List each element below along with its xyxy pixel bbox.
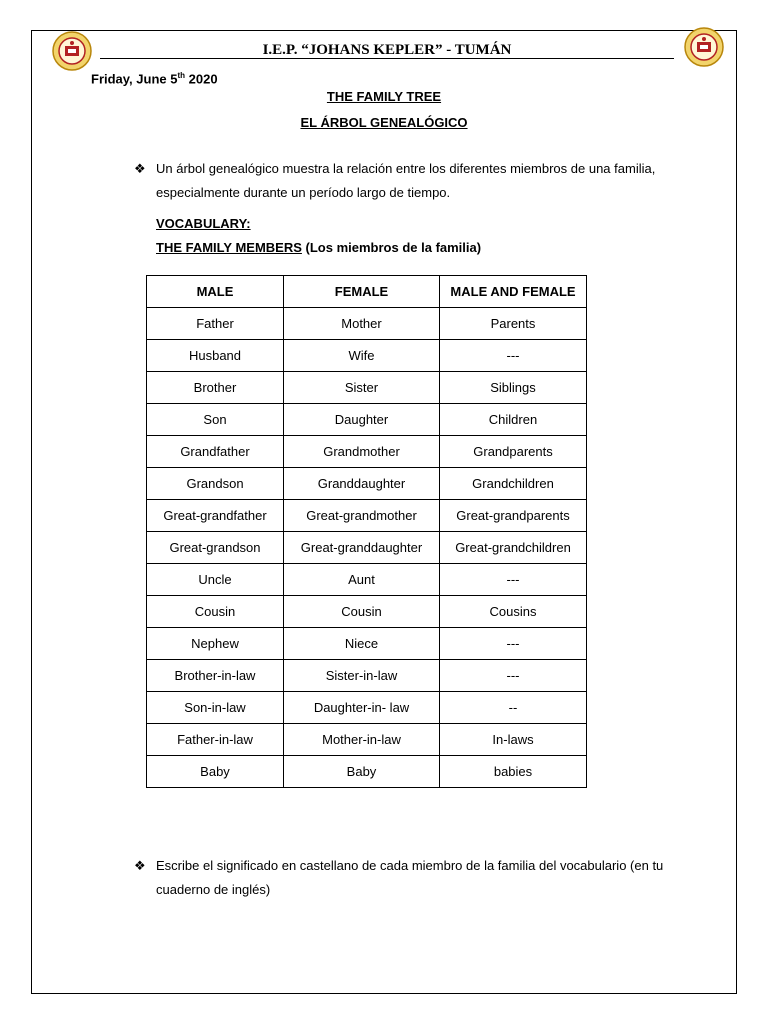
table-cell: Father <box>147 308 284 340</box>
table-cell: Brother <box>147 372 284 404</box>
school-crest-icon <box>684 27 724 67</box>
table-row <box>147 596 587 628</box>
school-crest-icon <box>52 31 92 71</box>
table-cell: Grandchildren <box>440 468 587 500</box>
table-cell: Uncle <box>147 564 284 596</box>
table-cell: Mother-in-law <box>284 724 440 756</box>
title-english: THE FAMILY TREE <box>326 89 442 104</box>
date-superscript: th <box>177 71 186 80</box>
table-cell: Great-grandson <box>147 532 284 564</box>
vocabulary-label: VOCABULARY: <box>156 216 251 231</box>
table-row <box>147 628 587 660</box>
table-cell: Sister <box>284 372 440 404</box>
table-cell: Wife <box>284 340 440 372</box>
table-row <box>147 436 587 468</box>
table-cell: babies <box>440 756 587 788</box>
table-row <box>147 756 587 788</box>
table-cell: Husband <box>147 340 284 372</box>
date-line <box>91 71 218 86</box>
date-prefix: Friday, June 5 <box>91 71 178 87</box>
table-cell: -- <box>440 692 587 724</box>
table-row <box>147 340 587 372</box>
table-cell: Children <box>440 404 587 436</box>
family-vocabulary-table <box>146 275 587 788</box>
column-header: FEMALE <box>284 276 440 308</box>
table-row <box>147 564 587 596</box>
table-cell: Cousin <box>284 596 440 628</box>
table-cell: Daughter <box>284 404 440 436</box>
table-cell: Son <box>147 404 284 436</box>
table-cell: Great-grandmother <box>284 500 440 532</box>
table-cell: Daughter-in- law <box>284 692 440 724</box>
table-cell: --- <box>440 564 587 596</box>
table-cell: Baby <box>147 756 284 788</box>
table-cell: Siblings <box>440 372 587 404</box>
table-body <box>147 308 587 788</box>
table-cell: Grandparents <box>440 436 587 468</box>
table-cell: Great-grandchildren <box>440 532 587 564</box>
table-cell: Father-in-law <box>147 724 284 756</box>
family-members-subtitle: (Los miembros de la familia) <box>301 240 482 255</box>
table-cell: Great-grandfather <box>147 500 284 532</box>
diamond-bullet-icon: ❖ <box>134 858 146 873</box>
table-cell: Parents <box>440 308 587 340</box>
table-cell: Brother-in-law <box>147 660 284 692</box>
table-header-row <box>147 276 587 308</box>
table-cell: Granddaughter <box>284 468 440 500</box>
table-cell: Son-in-law <box>147 692 284 724</box>
table-cell: Mother <box>284 308 440 340</box>
table-cell: In-laws <box>440 724 587 756</box>
table-cell: Great-granddaughter <box>284 532 440 564</box>
table-cell: Great-grandparents <box>440 500 587 532</box>
table-row <box>147 532 587 564</box>
instruction-paragraph: Escribe el significado en castellano de cada miembro de la familia del vocabulario (en tu cuaderno de inglés) <box>156 858 664 897</box>
diamond-bullet-icon: ❖ <box>134 161 146 176</box>
table-cell: Grandmother <box>284 436 440 468</box>
table-row <box>147 404 587 436</box>
table-row <box>147 468 587 500</box>
column-header: MALE <box>147 276 284 308</box>
school-title: I.E.P. “JOHANS KEPLER” - TUMÁN <box>262 42 512 58</box>
table-cell: --- <box>440 628 587 660</box>
family-members-title: THE FAMILY MEMBERS <box>156 240 302 255</box>
table-cell: Niece <box>284 628 440 660</box>
date-suffix: 2020 <box>185 71 218 87</box>
table-row <box>147 308 587 340</box>
table-row <box>147 724 587 756</box>
column-header: MALE AND FEMALE <box>440 276 587 308</box>
table-cell: Cousin <box>147 596 284 628</box>
table-cell: Grandson <box>147 468 284 500</box>
title-spanish: EL ÁRBOL GENEALÓGICO <box>300 115 468 130</box>
table-row <box>147 660 587 692</box>
table-row <box>147 372 587 404</box>
header-rule <box>100 58 674 59</box>
table-cell: --- <box>440 340 587 372</box>
table-cell: Baby <box>284 756 440 788</box>
table-cell: --- <box>440 660 587 692</box>
table-cell: Sister-in-law <box>284 660 440 692</box>
table-cell: Grandfather <box>147 436 284 468</box>
table-cell: Aunt <box>284 564 440 596</box>
intro-paragraph: Un árbol genealógico muestra la relación entre los diferentes miembros de una familia, especialmente durante un período largo de tiempo. <box>156 161 656 200</box>
table-row <box>147 692 587 724</box>
family-members-heading <box>156 240 481 255</box>
table-cell: Cousins <box>440 596 587 628</box>
table-row <box>147 500 587 532</box>
table-cell: Nephew <box>147 628 284 660</box>
